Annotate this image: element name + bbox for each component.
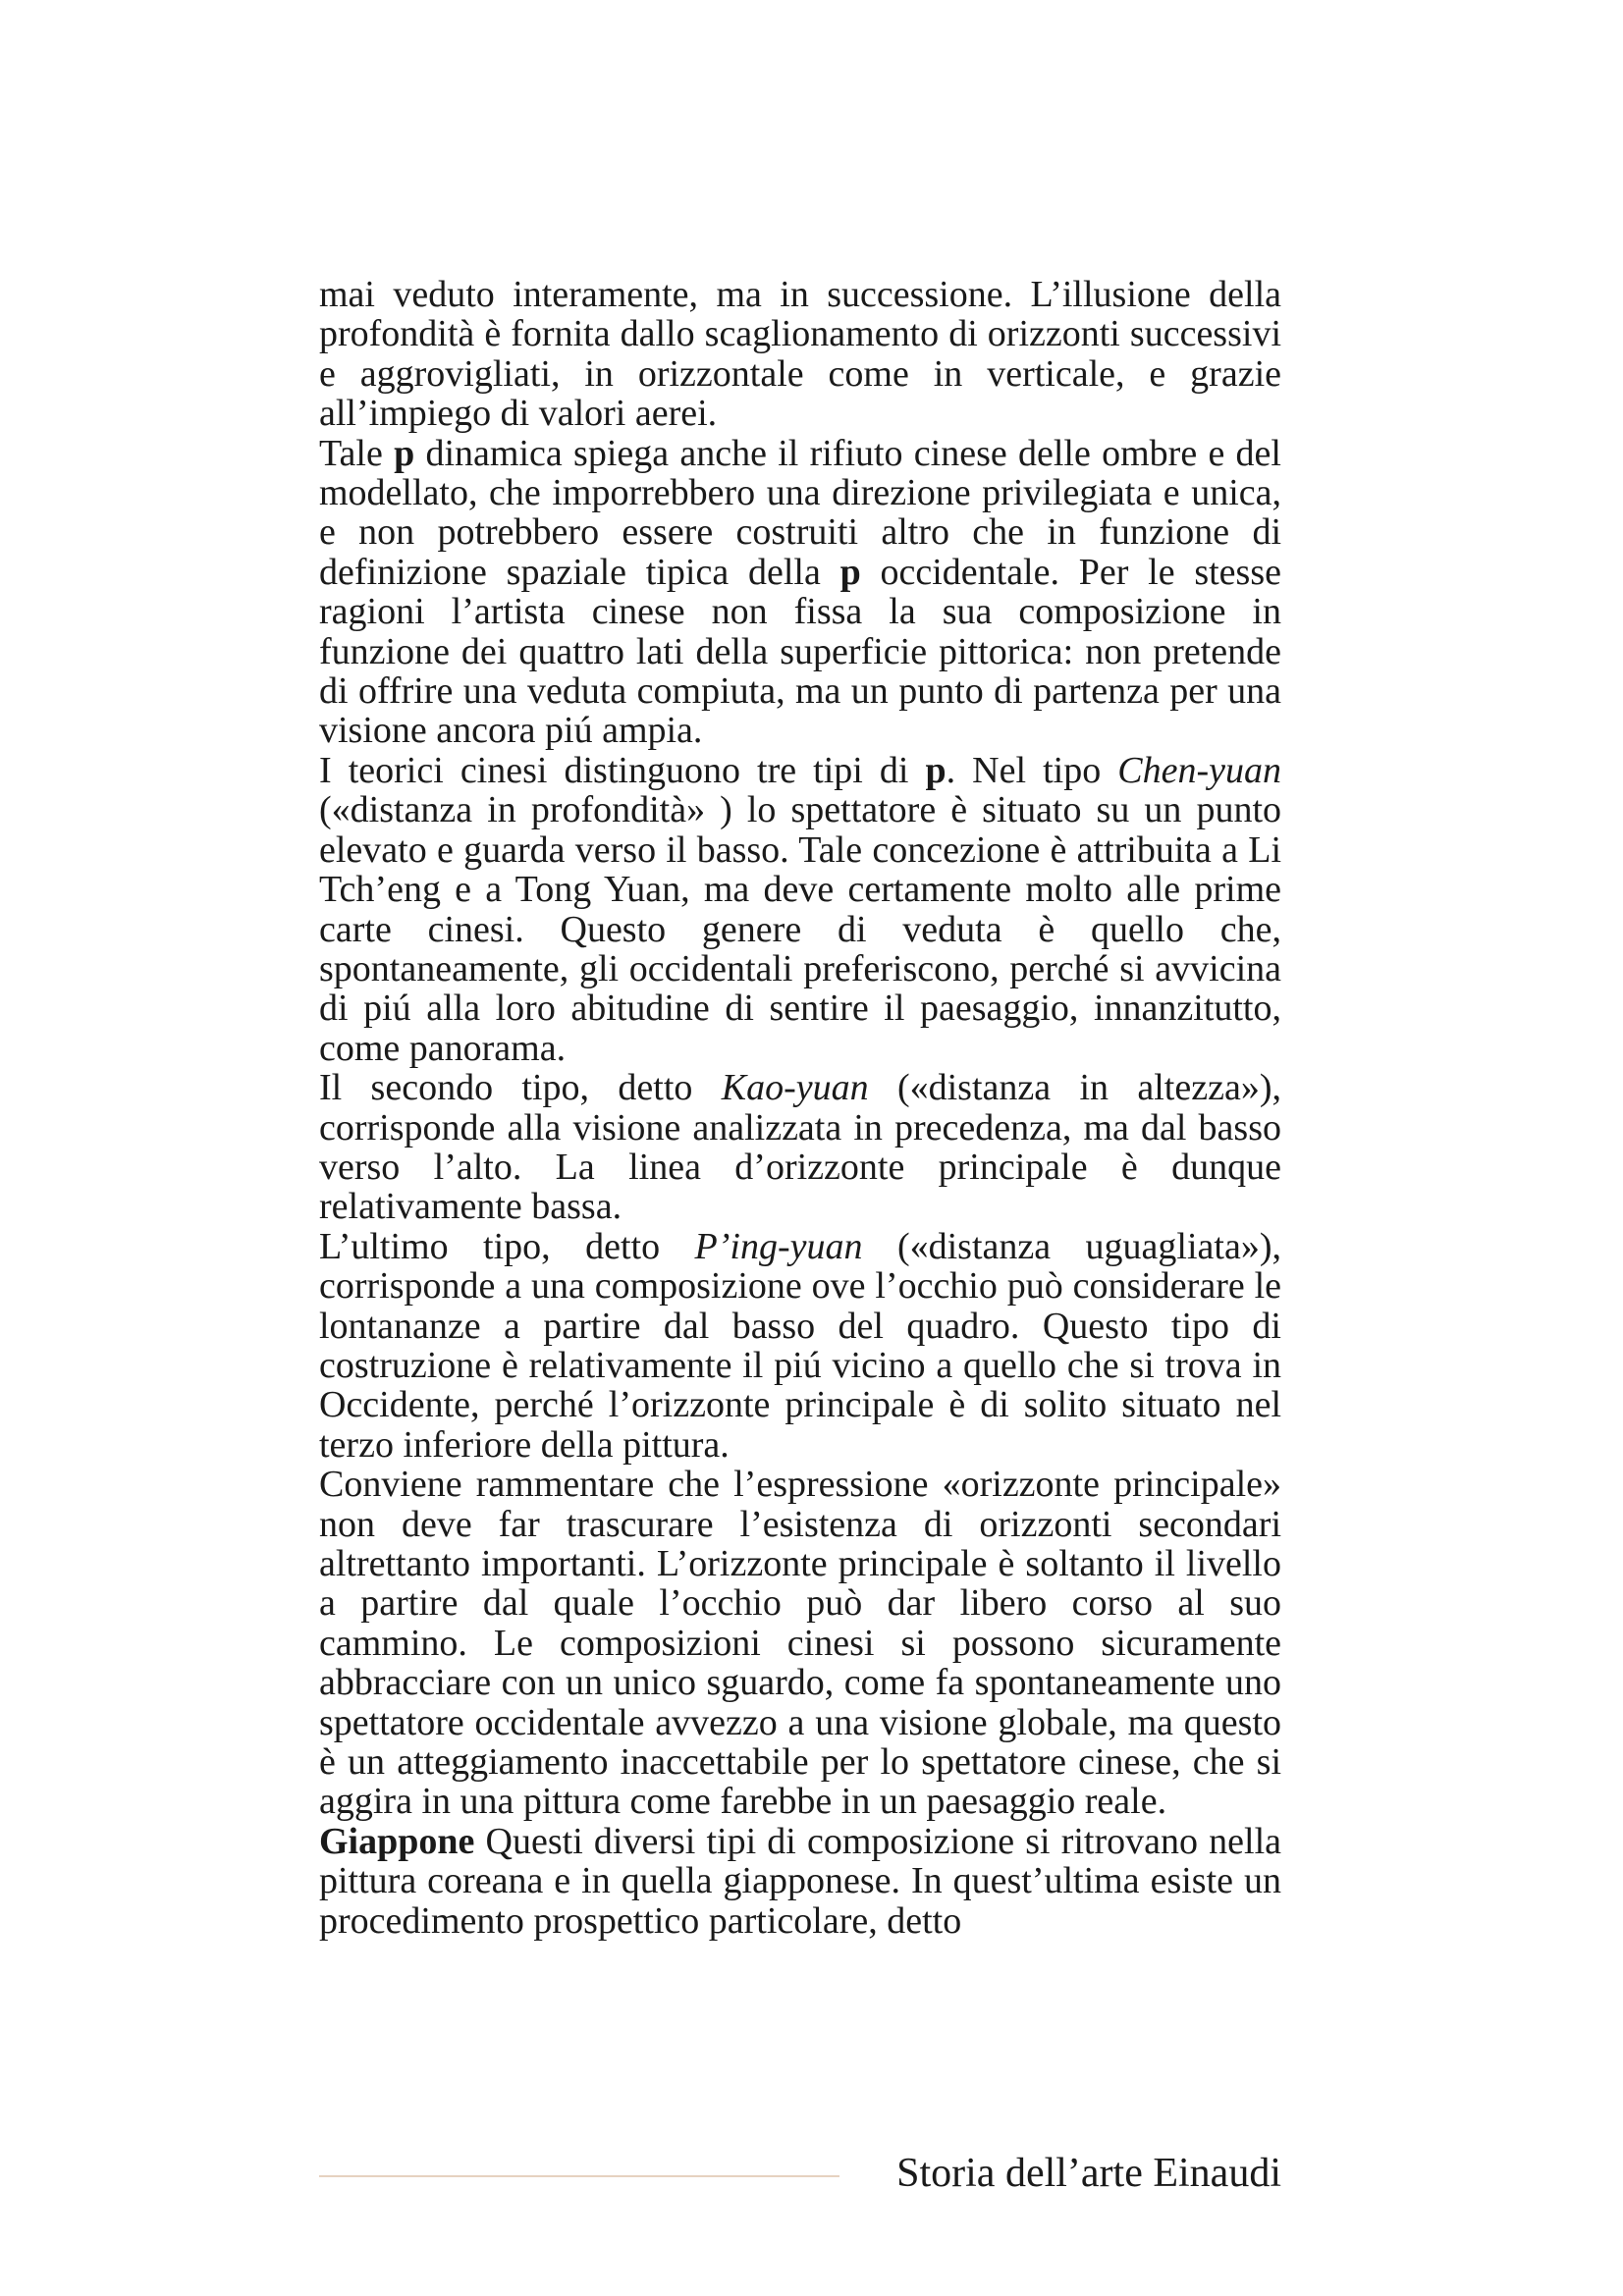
text-run: . Nel tipo: [946, 749, 1118, 791]
text-run: dinamica spiega anche il rifiuto cinese delle ombre e del modellato, che imporrebbero una direzione privilegiata e unica, e non potrebbero essere costruiti altro che in funzione di definizione spaziale tipica della: [319, 432, 1281, 593]
text-run: occidentale. Per le stesse ragioni l’artista cinese non fissa la sua composizione in funzione dei quattro lati della superficie pittorica: non pretende di offrire una veduta compiuta, ma un punto di partenza per una visione ancora piú ampia.: [319, 551, 1281, 752]
paragraph-p1: [319, 275, 1281, 434]
text-run: («distanza in altezza»), corrisponde alla visione analizzata in precedenza, ma dal basso verso l’alto. La linea d’orizzonte principale è dunque relativamente bassa.: [319, 1067, 1281, 1228]
italic-term: Chen-yuan: [1117, 749, 1281, 791]
paragraph-p3: [319, 751, 1281, 1068]
bold-term: p: [925, 749, 947, 791]
text-run: Conviene rammentare che l’espressione «orizzonte principale» non deve far trascurare l’esistenza di orizzonti secondari altrettanto importanti. L’orizzonte principale è soltanto il livello a partire dal quale l’occhio può dar libero corso al suo cammino. Le composizioni cinesi si possono sicuramente abbracciare con un unico sguardo, come fa spontaneamente uno spettatore occidentale avvezzo a una visione globale, ma questo è un atteggiamento inaccettabile per lo spettatore cinese, che si aggira in una pittura come farebbe in un paesaggio reale.: [319, 1464, 1281, 1823]
text-run: mai veduto interamente, ma in successione. L’illusione della profondità è fornita dallo scaglionamento di orizzonti successivi e aggrovigliati, in orizzontale come in verticale, e grazie all’impiego di valori aerei.: [319, 274, 1281, 435]
footer-publisher: Storia dell’arte Einaudi: [896, 2151, 1281, 2196]
text-run: Il secondo tipo, detto: [319, 1067, 722, 1109]
bold-term: p: [394, 432, 415, 474]
paragraph-p2: [319, 434, 1281, 751]
footer-rule: [319, 2175, 839, 2177]
bold-term: p: [839, 551, 861, 593]
text-run: Questi diversi tipi di composizione si ritrovano nella pittura coreana e in quella giapponese. In quest’ultima esiste un procedimento prospettico particolare, detto: [319, 1820, 1281, 1942]
paragraph-p4: [319, 1068, 1281, 1227]
text-run: I teorici cinesi distinguono tre tipi di: [319, 749, 926, 791]
text-run: Tale: [319, 432, 395, 474]
text-run: L’ultimo tipo, detto: [319, 1225, 695, 1267]
body-text: [319, 275, 1281, 1941]
italic-term: P’ing-yuan: [694, 1225, 863, 1267]
bold-term: Giappone: [319, 1820, 475, 1862]
text-run: («distanza in profondità» ) lo spettatore è situato su un punto elevato e guarda verso il basso. Tale concezione è attribuita a Li Tch’eng e a Tong Yuan, ma deve certamente molto alle prime carte cinesi. Questo genere di veduta è quello che, spontaneamente, gli occidentali preferiscono, perché si avvicina di piú alla loro abitudine di sentire il paesaggio, innanzitutto, come panorama.: [319, 789, 1281, 1069]
italic-term: Kao-yuan: [721, 1067, 869, 1109]
text-run: («distanza uguagliata»), corrisponde a una composizione ove l’occhio può considerare le lontananze a partire dal basso del quadro. Questo tipo di costruzione è relativamente il piú vicino a quello che si trova in Occidente, perché l’orizzonte principale è di solito situato nel terzo inferiore della pittura.: [319, 1225, 1281, 1466]
paragraph-p5: [319, 1227, 1281, 1465]
paragraph-p7: [319, 1822, 1281, 1941]
paragraph-p6: [319, 1465, 1281, 1822]
